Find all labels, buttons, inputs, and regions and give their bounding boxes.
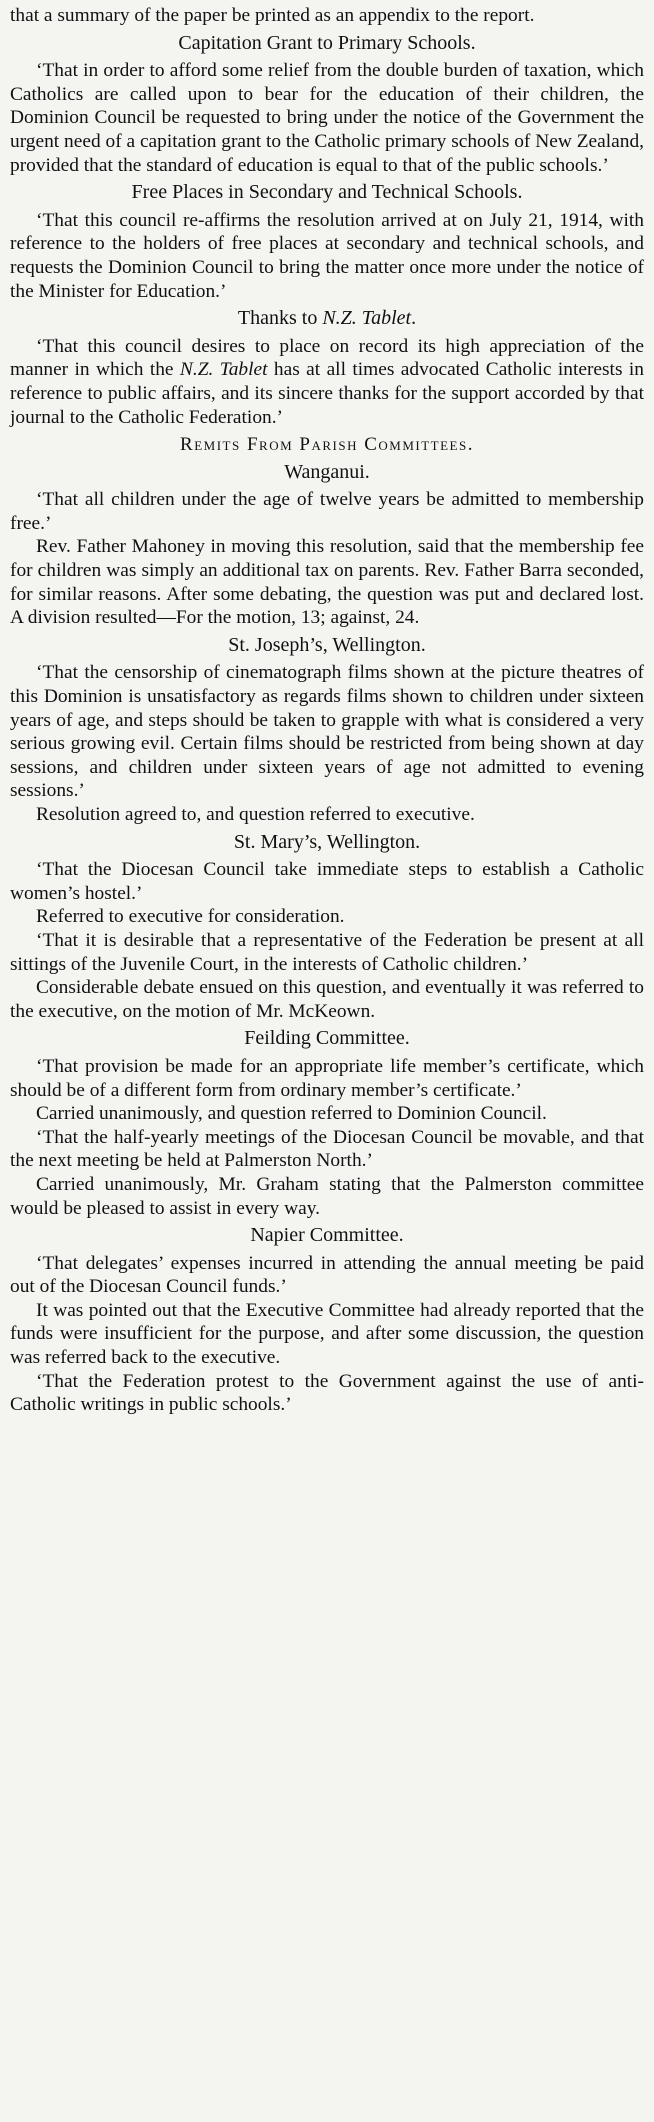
section-heading: Capitation Grant to Primary Schools.	[178, 31, 476, 54]
publication-name: N.Z. Tablet	[179, 359, 268, 381]
section-heading: Free Places in Secondary and Technical Schools.	[131, 181, 523, 204]
section-heading: Napier Committee.	[250, 1224, 404, 1247]
paragraph: Considerable debate ensued on this question, and eventually it was referred to the executive, on the motion of Mr. McKeown.	[10, 977, 644, 1022]
paragraph: that a summary of the paper be printed as an appendix to the report.	[10, 5, 535, 26]
paragraph: Rev. Father Mahoney in moving this resolution, said that the membership fee for children was simply an additional tax on parents. Rev. Father Barra seconded, for similar reasons. After some debating, the question was put and declared lost. A division resulted—For the motion, 13; against, 24.	[10, 536, 644, 629]
paragraph: ‘That the censorship of cinematograph films shown at the picture theatres of this Dominion is unsatisfactory as regards films shown to children under sixteen years of age, and steps should be taken to grapple with what is considered a very serious growing evil. Certain films should be restricted from being shown at day sessions, and children under sixteen years of age not admitted to evening sessions.’	[10, 662, 644, 802]
paragraph: ‘That the half-yearly meetings of the Diocesan Council be movable, and that the next meeting be held at Palmerston North.’	[10, 1126, 644, 1172]
heading-text: .	[411, 307, 417, 330]
section-heading: Feilding Committee.	[244, 1027, 410, 1050]
section-heading: St. Mary’s, Wellington.	[233, 830, 421, 853]
paragraph: ‘That this council re-affirms the resolution arrived at on July 21, 1914, with reference to the holders of free places at secondary and technical schools, and requests the Dominion Council to bring the matter once more under the notice of the Minister for Education.’	[10, 209, 644, 302]
section-heading: Wanganui.	[284, 460, 370, 483]
paragraph: ‘That in order to afford some relief from the double burden of taxation, which Catholics are called upon to bear for the education of their children, the Dominion Council be requested to bring under the notice of the Government the urgent need of a capitation grant to the Catholic primary schools of New Zealand, provided that the standard of education is equal to that of the public schools.’	[10, 60, 644, 176]
paragraph: ‘That delegates’ expenses incurred in attending the annual meeting be paid out of the Diocesan Council funds.’	[10, 1252, 644, 1298]
paragraph-text: ‘That this council desires to place on record its high appreciation of the manner in which the	[10, 335, 644, 381]
paragraph-text: has at all times advocated Catholic interests in reference to public affairs, and its sincere thanks for the support accorded by that journal to the Catholic Federation.’	[10, 359, 644, 428]
remits-heading: Remits From Parish Committees.	[180, 434, 474, 456]
paragraph	[10, 335, 644, 429]
publication-name: N.Z. Tablet	[322, 307, 412, 330]
paragraph: Carried unanimously, Mr. Graham stating that the Palmerston committee would be pleased to assist in every way.	[10, 1173, 644, 1219]
section-heading	[10, 307, 644, 331]
paragraph: It was pointed out that the Executive Committee had already reported that the funds were insufficient for the purpose, and after some discussion, the question was referred back to the executive.	[10, 1299, 644, 1369]
paragraph: ‘That all children under the age of twelve years be admitted to membership free.’	[10, 489, 644, 534]
paragraph: ‘That it is desirable that a representative of the Federation be present at all sittings of the Juvenile Court, in the interests of Catholic children.’	[10, 929, 644, 975]
paragraph: ‘That the Diocesan Council take immediate steps to establish a Catholic women’s hostel.’	[10, 859, 644, 904]
paragraph: Resolution agreed to, and question referred to executive.	[36, 804, 475, 825]
paragraph: ‘That the Federation protest to the Government against the use of anti-Catholic writings in public schools.’	[10, 1370, 644, 1416]
paragraph: Carried unanimously, and question referred to Dominion Council.	[36, 1103, 547, 1125]
paragraph: ‘That provision be made for an appropriate life member’s certificate, which should be of a different form from ordinary member’s certificate.’	[10, 1055, 644, 1101]
paragraph: Referred to executive for consideration.	[36, 906, 345, 928]
heading-text: Thanks to	[237, 307, 323, 330]
section-heading: St. Joseph’s, Wellington.	[228, 633, 426, 656]
